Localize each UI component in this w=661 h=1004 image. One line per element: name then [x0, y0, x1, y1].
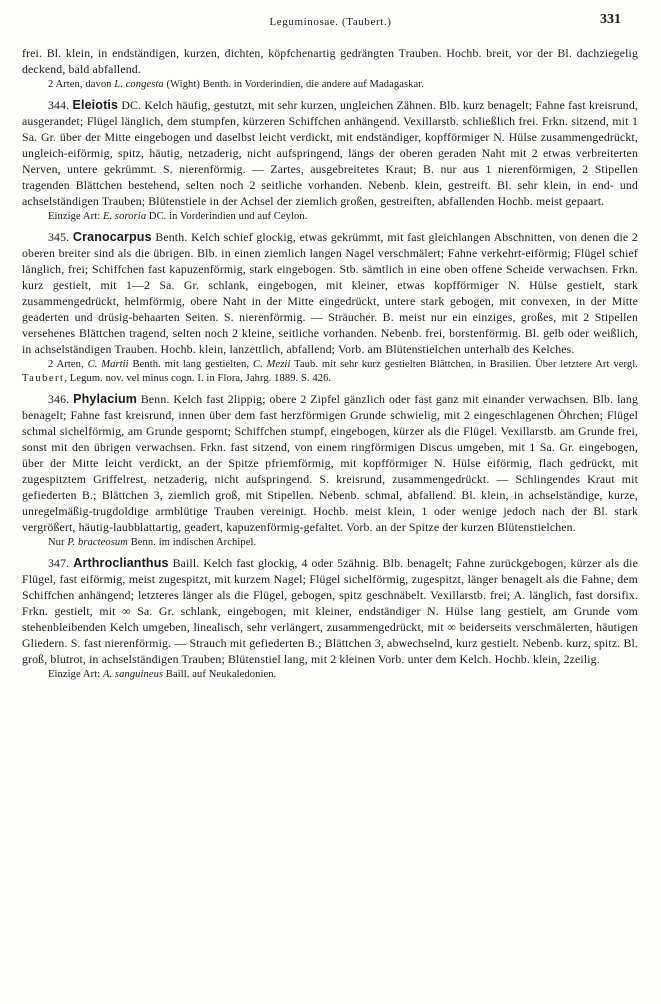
running-head: Leguminosae. (Taubert.) — [269, 16, 392, 28]
genus-text: Kelch fast glockig, 4 oder 5zähnig. Blb. benagelt; Fahne zurückgebogen, kürzer als die Flügel, fast eiförmig, meist zugespitzt, mit kurzem Nagel; Flügel sichelförmig, zugespitzt, länger benagelt als die Fahne, dem Schiffchen anhängend; letzteres länger als die Flügel, gebogen, spitz geschnäbelt. Vexillarstb. frei; A. länglich, fast dorsifix. Frkn. gestielt, mit ∞ Sa. Gr. schlank, eingebogen, mit kleiner, endständiger N. Hülse lang gestielt, am Grunde vom stehenbleibenden Kelch umgeben, linealisch, sehr verlängert, zusammengedrückt, mit ∞ beiderseits verschmälerten, häutigen Gliedern. S. fast nierenförmig. — Strauch mit gefiederten B.; Blättchen 3, abwechselnd, kurz gestielt. Nebenb. kurz, spitz. Bl. groß, blutrot, in achselständigen Trauben; Blütenstiel lang, mit 2 kleinen Vorb. unter dem Kelch. Hochb. klein, 2zeilig. — [22, 556, 638, 666]
species-note: Nur P. bracteosum Benn. im indischen Archipel. — [48, 537, 257, 548]
body-text — [22, 45, 638, 682]
genus-number: 345. — [48, 230, 70, 244]
genus-author: Benn. — [137, 392, 170, 406]
genus-entry-eleiotis — [22, 97, 638, 224]
page-number: 331 — [600, 12, 621, 27]
species-name: L. congesta — [114, 79, 164, 90]
species-name: A. sanguineus — [102, 669, 164, 680]
genus-name: Phylacium — [73, 392, 138, 406]
genus-author: Baill. — [168, 556, 200, 570]
genus-description — [22, 391, 638, 535]
genus-description — [22, 229, 638, 357]
species-name: E. sororia — [102, 211, 147, 222]
genus-name: Eleiotis — [72, 98, 119, 112]
genus-text: Kelch fast 2lippig; obere 2 Zipfel gänzlich oder fast ganz mit einander verwachsen. Blb. lang benagelt; Fahne fast kreisrund, innen über dem fast herzförmigen Grunde schwielig, mit 2 eingeschlagenen Öhrchen; Flügel schmal sichelförmig, am Grunde gespornt; Schiffchen stumpf, eingebogen, kürzer als die Flügel. Vexillarstb. am Grunde frei, sonst mit den übrigen verwachsen. Frkn. fast sitzend, von einem ringförmigen Discus umgeben, mit 1 Sa. Gr. eingebogen, über der Mitte leicht verdickt, an der Spitze pfriemförmig, mit kopfförmiger N. Hülse eiförmig, flach gedrückt, mit zugespitztem Griffelrest, netzaderig, nicht aufspringend. S. kreisrund, zusammengedrückt. — Schlingendes Kraut mit gefiederten B.; Blättchen 3, ziemlich groß, mit Stipellen. Nebenb. schmal, abfallend. Bl. klein, in achselständige, kurze, unregelmäßig-trugdoldige armblütige Trauben vereinigt. Hochb. meist klein, 1 oder wenige jedoch nach der Bl. stark vergrößert, häutig-laubblattartig, geadert, kapuzenförmig-gefaltet. Vorb. an der Spitze der kurzen Blütenstielchen. — [22, 392, 638, 534]
genus-author: Benth. — [151, 230, 188, 244]
genus-number: 346. — [48, 392, 70, 406]
cited-author: Taubert — [22, 373, 65, 384]
genus-entry-arthroclianthus — [22, 555, 638, 682]
genus-author: DC. — [118, 98, 142, 112]
species-note: Einzige Art: A. sanguineus Baill. auf Neukaledonien. — [48, 669, 277, 680]
genus-text: Kelch häufig, gestutzt, mit sehr kurzen, ungleichen Zähnen. Blb. kurz benagelt; Fahne fast kreisrund, ausgerandet; Flügel länglich, dem stumpfen, kürzeren Schiffchen anhängend. Vexillarstb. schließlich frei. Frkn. sitzend, mit 1 Sa. Gr. über der Mitte eingebogen und daselbst leicht verdickt, mit endständiger, kopfförmiger N. Hülse zusammengedrückt, ungleich-eiförmig, spitz, häutig, netzaderig, nicht aufspringend, längs der oberen geraden Naht mit 2 etwas verbreiterten Nerven, untere gekrümmt. S. nierenförmig. — Zartes, ausgebreitetes Kraut; B. nur aus 1 nierenförmigen, 2 Stipellen tragenden Blättchen bestehend, selten noch 2 seitliche vorhanden. Nebenb. klein, gestreift. Bl. sehr klein, in end- und achselständigen Trauben; Blütenstiele in der Achsel der ziemlich großen, gestreiften, abfallenden Hochb. meist gepaart. — [22, 98, 638, 208]
species-note: Einzige Art: E. sororia DC. in Vorderindien und auf Ceylon. — [48, 211, 308, 222]
genus-entry-cranocarpus — [22, 229, 638, 386]
genus-description — [22, 555, 638, 667]
genus-name: Cranocarpus — [72, 230, 152, 244]
page-header — [0, 12, 661, 36]
species-note: 2 Arten, C. Martii Benth. mit lang gestielten, C. Mezii Taub. mit sehr kurz gestielten Blättchen, in Brasilien. Über letztere Art vergl. Taubert, Legum. nov. vel minus cogn. I. in Flora, Jahrg. 1889. S. 426. — [22, 359, 638, 384]
continuation-paragraph: frei. Bl. klein, in endständigen, kurzen, dichten, köpfchenartig gedrängten Trauben. Hochb. breit, vor der Bl. dachziegelig deckend, bald abfallend. — [22, 46, 638, 76]
genus-description — [22, 97, 638, 209]
species-name: C. Martii — [87, 359, 129, 370]
species-name: P. bracteosum — [67, 537, 128, 548]
species-name: C. Mezii — [252, 359, 291, 370]
genus-number: 347. — [48, 556, 70, 570]
genus-text: Kelch schief glockig, etwas gekrümmt, mit fast gleichlangen Abschnitten, von denen die 2 oberen breiter sind als die übrigen. Blb. in einen ziemlich langen Nagel verschmälert; Fahne verkehrt-eiförmig; Flügel schief länglich, frei; Schiffchen fast kapuzenförmig, stark eingebogen. Stb. sämtlich in eine oben offene Scheide verwachsen. Frkn. kurz gestielt, mit 1—2 Sa. Gr. schlank, eingebogen, mit kleiner, etwas kopfförmiger N. Hülse gestielt, stark zusammengedrückt, helmförmig, obere Naht in der Mitte eingedrückt, untere stark gebogen, mit convexen, in der Mitte geaderten und drüsig-behaarten Seiten. S. nierenförmig. — Sträucher. B. meist nur ein einziges, großes, mit 2 Stipellen versehenes Blättchen tragend, selten noch 2 kleine, seitliche vorhanden. Nebenb. frei, borstenförmig. Bl. gelb oder weißlich, in achselständigen Trauben. Hochb. klein, lanzettlich, abfallend; Vorb. am Blütenstielchen unterhalb des Kelches. — [22, 230, 638, 356]
genus-name: Arthroclianthus — [73, 556, 169, 570]
genus-number: 344. — [48, 98, 70, 112]
continuation-species-note: 2 Arten, davon L. congesta (Wight) Benth. in Vorderindien, die andere auf Madagaskar. — [48, 79, 424, 90]
genus-entry-phylacium — [22, 391, 638, 550]
